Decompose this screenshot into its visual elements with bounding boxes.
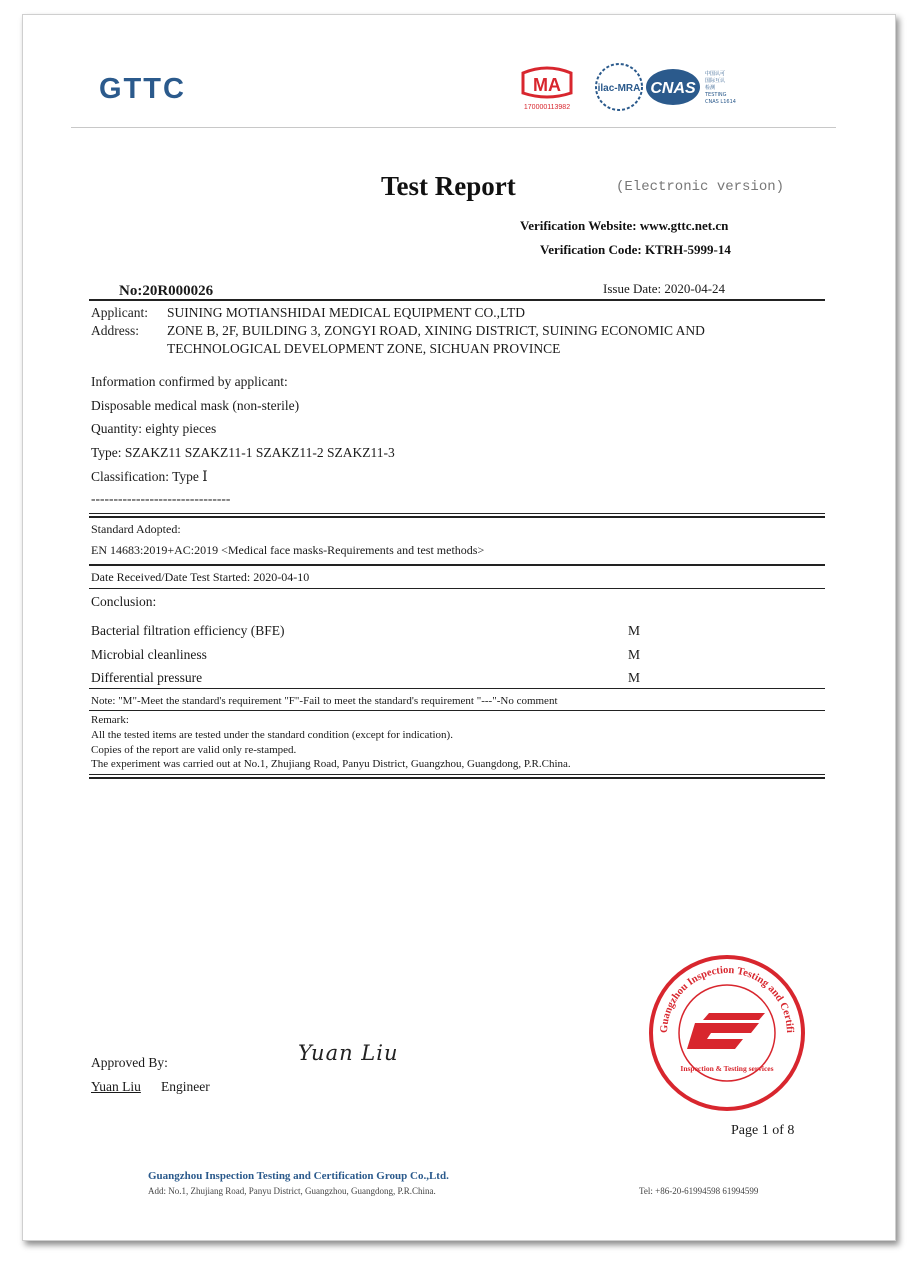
rule-bottom-a (89, 774, 825, 775)
header-divider (71, 127, 836, 128)
note: Note: "M"-Meet the standard's requirement "F"-Fail to meet the standard's requirement "---"-No comment (91, 695, 558, 707)
conclusion-item: Differential pressure (91, 670, 203, 685)
rule-date (89, 564, 825, 566)
info-type: Type: SZAKZ11 SZAKZ11-1 SZAKZ11-2 SZAKZ11-3 (91, 445, 395, 460)
rule-note (89, 688, 825, 689)
remark-line: All the tested items are tested under the standard condition (except for indication). (91, 729, 453, 741)
signature: Yuan Liu (298, 1041, 399, 1065)
seal-icon (647, 953, 807, 1113)
official-seal (647, 953, 807, 1113)
address-label: Address: (91, 323, 139, 338)
approver-role: Engineer (161, 1079, 210, 1094)
rule-bottom-b (89, 777, 825, 779)
standard-value: EN 14683:2019+AC:2019 <Medical face masks-Requirements and test methods> (91, 543, 485, 557)
address-line-2: TECHNOLOGICAL DEVELOPMENT ZONE, SICHUAN PROVINCE (167, 341, 561, 356)
svg-text:ilac-MRA: ilac-MRA (597, 83, 641, 94)
cnas-logo (645, 65, 745, 111)
ilac-mra-logo (593, 61, 645, 113)
conclusion-label: Conclusion: (91, 594, 157, 609)
remark-label: Remark: (91, 714, 129, 726)
info-heading: Information confirmed by applicant: (91, 374, 288, 389)
page-number: Page 1 of 8 (731, 1123, 795, 1138)
rule-standard-b (89, 516, 825, 518)
svg-text:CNAS L1614: CNAS L1614 (705, 99, 736, 105)
approved-by-label: Approved By: (91, 1055, 168, 1070)
conclusion-result: M (628, 647, 641, 662)
rule-conclusion (89, 588, 825, 589)
info-classification: Classification: Type Ⅰ (91, 469, 208, 484)
verification-website: Verification Website: www.gttc.net.cn (520, 218, 729, 233)
svg-text:Guangzhou Inspection Testing a: Guangzhou Inspection Testing and Certifi (658, 964, 796, 1034)
info-quantity: Quantity: eighty pieces (91, 421, 217, 436)
ilac-mra-icon (593, 61, 645, 113)
conclusion-result: M (628, 670, 641, 685)
footer-address: Add: No.1, Zhujiang Road, Panyu District, Guangzhou, Guangdong, P.R.China. (148, 1186, 436, 1196)
report-page (22, 14, 896, 1241)
approver-name: Yuan Liu (91, 1079, 141, 1094)
applicant-value: SUINING MOTIANSHIDAI MEDICAL EQUIPMENT CO.,LTD (167, 305, 525, 320)
remark-line: Copies of the report are valid only re-stamped. (91, 744, 297, 756)
info-product: Disposable medical mask (non-sterile) (91, 398, 300, 413)
issue-date: Issue Date: 2020-04-24 (603, 281, 726, 296)
address-line-1: ZONE B, 2F, BUILDING 3, ZONGYI ROAD, XINING DISTRICT, SUINING ECONOMIC AND (167, 323, 705, 338)
footer-tel: Tel: +86-20-61994598 61994599 (639, 1186, 759, 1196)
electronic-version-label: (Electronic version) (616, 179, 785, 195)
info-dashes: ------------------------------- (91, 491, 231, 506)
rule-top (89, 299, 825, 301)
conclusion-result: M (628, 623, 641, 638)
rule-standard-a (89, 513, 825, 514)
svg-text:Inspection & Testing services: Inspection & Testing services (680, 1064, 774, 1073)
svg-text:CNAS: CNAS (650, 80, 696, 97)
footer-company: Guangzhou Inspection Testing and Certification Group Co.,Ltd. (148, 1170, 449, 1182)
svg-text:国际互认: 国际互认 (705, 78, 726, 84)
conclusion-item: Bacterial filtration efficiency (BFE) (91, 623, 285, 638)
cma-icon (517, 63, 577, 113)
svg-text:MA: MA (533, 75, 561, 95)
svg-text:170000113982: 170000113982 (523, 104, 571, 111)
conclusion-item: Microbial cleanliness (91, 647, 207, 662)
svg-text:中国认可: 中国认可 (705, 71, 726, 77)
svg-text:检测: 检测 (705, 85, 716, 91)
cnas-icon (645, 65, 745, 111)
standard-label: Standard Adopted: (91, 522, 181, 536)
gttc-logo: GTTC (99, 73, 186, 105)
report-number: No:20R000026 (119, 283, 214, 299)
svg-text:TESTING: TESTING (705, 92, 727, 98)
remark-line: The experiment was carried out at No.1, Zhujiang Road, Panyu District, Guangzhou, Guangdong, P.R.China. (91, 758, 571, 770)
rule-remark (89, 710, 825, 711)
cma-logo (517, 63, 577, 113)
applicant-label: Applicant: (91, 305, 148, 320)
verification-code: Verification Code: KTRH-5999-14 (540, 242, 731, 257)
date-received: Date Received/Date Test Started: 2020-04-10 (91, 570, 310, 584)
report-title: Test Report (381, 171, 516, 201)
